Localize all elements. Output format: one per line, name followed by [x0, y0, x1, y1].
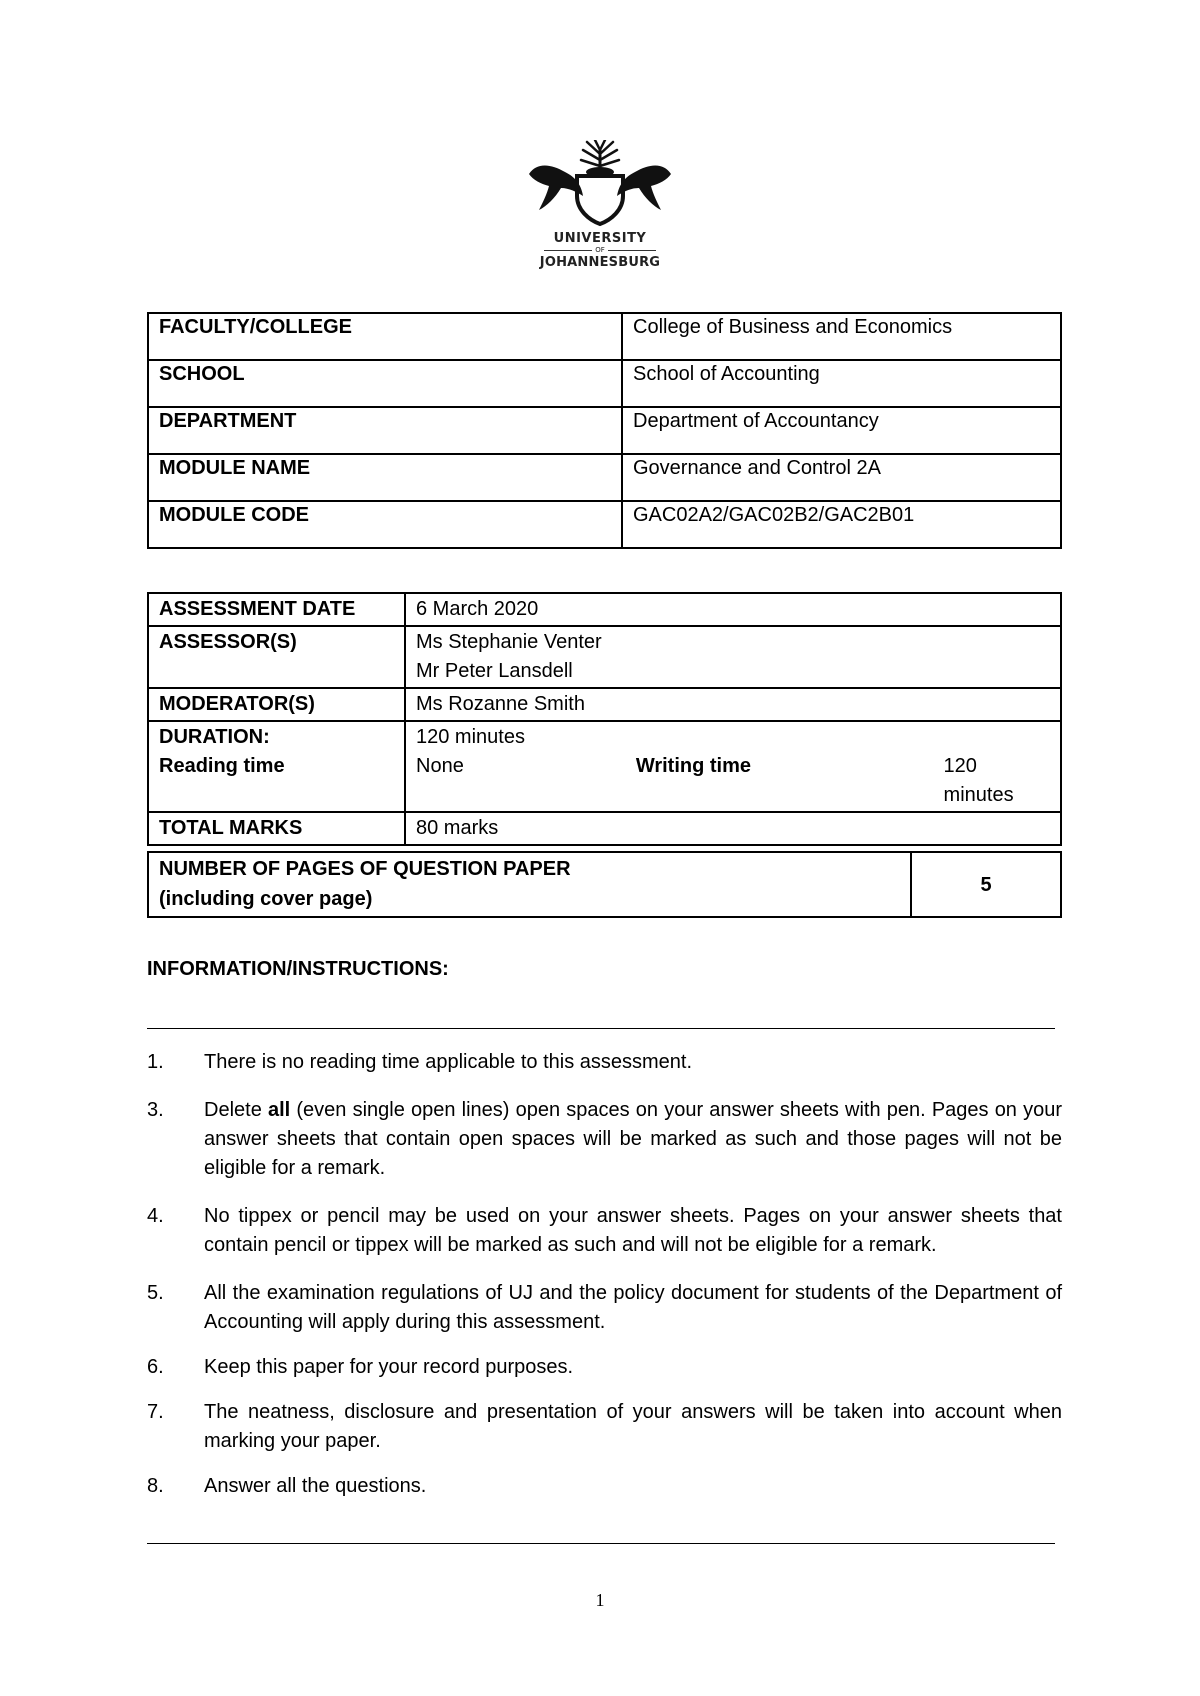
instruction-text-part: (even single open lines) open spaces on your answer sheets with pen. Pages on your answer sheets that contain open spaces will be marked as such and those pages will not be eligible for a remark. — [204, 1099, 1063, 1179]
instruction-text: Keep this paper for your record purposes. — [204, 1356, 574, 1378]
reading-time-label: Reading time — [159, 755, 285, 777]
table-row — [148, 360, 1061, 407]
assessors-value — [405, 626, 1061, 688]
instruction-number: 8. — [147, 1475, 164, 1497]
instruction-number: 1. — [147, 1051, 164, 1073]
school-value: School of Accounting — [622, 360, 1061, 407]
module-code-label: MODULE CODE — [148, 501, 622, 548]
logo-of-text: OF — [595, 246, 605, 254]
list-item — [147, 1096, 1062, 1183]
instruction-text: There is no reading time applicable to this assessment. — [204, 1051, 693, 1073]
school-label: SCHOOL — [148, 360, 622, 407]
divider-top — [147, 1028, 1055, 1029]
list-item — [147, 1398, 1062, 1456]
instruction-number: 5. — [147, 1282, 164, 1304]
pages-label-note: (including cover page) — [159, 888, 373, 910]
assessment-date-label: ASSESSMENT DATE — [148, 593, 405, 626]
page-number: 1 — [595, 1590, 605, 1610]
pages-label-cell — [148, 852, 911, 917]
total-marks-label: TOTAL MARKS — [148, 812, 405, 845]
table-row — [148, 501, 1061, 548]
pages-count: 5 — [911, 852, 1061, 917]
pages-label: NUMBER OF PAGES OF QUESTION PAPER — [159, 858, 571, 880]
instruction-number: 3. — [147, 1099, 164, 1121]
list-item — [147, 1202, 1062, 1260]
logo-rule-left — [544, 250, 592, 251]
logo-rule-right — [608, 250, 656, 251]
instruction-text: The neatness, disclosure and presentation of your answers will be taken into account when marking your paper. — [204, 1401, 1062, 1452]
moderators-label: MODERATOR(S) — [148, 688, 405, 721]
divider-bottom — [147, 1543, 1055, 1544]
instruction-text: No tippex or pencil may be used on your answer sheets. Pages on your answer sheets that contain pencil or tippex will be marked as such and will not be eligible for a remark. — [204, 1205, 1062, 1256]
instruction-number: 4. — [147, 1205, 164, 1227]
university-logo — [520, 140, 680, 288]
module-info-table — [147, 312, 1062, 549]
logo-of-row — [520, 247, 680, 254]
department-value: Department of Accountancy — [622, 407, 1061, 454]
module-name-label: MODULE NAME — [148, 454, 622, 501]
assessment-table — [147, 592, 1062, 846]
module-code-value: GAC02A2/GAC02B2/GAC2B01 — [622, 501, 1061, 548]
list-item — [147, 1472, 1062, 1501]
list-item — [147, 1048, 1062, 1077]
table-row — [148, 626, 1061, 688]
table-row — [148, 721, 1061, 812]
writing-time-label: Writing time — [635, 755, 751, 777]
table-row — [148, 313, 1061, 360]
faculty-value: College of Business and Economics — [622, 313, 1061, 360]
logo-johannesburg-text: JOHANNESBURG — [539, 255, 661, 270]
instruction-number: 7. — [147, 1401, 164, 1423]
reading-writing-row — [416, 752, 1050, 810]
moderators-value: Ms Rozanne Smith — [405, 688, 1061, 721]
instructions-list — [147, 1048, 1062, 1501]
university-crest-icon — [525, 140, 675, 230]
reading-time-value: None — [416, 755, 464, 777]
instruction-text-emphasis: all — [267, 1099, 291, 1121]
assessment-date-value: 6 March 2020 — [405, 593, 1061, 626]
assessor-name: Ms Stephanie Venter — [416, 631, 602, 653]
total-marks-value: 80 marks — [405, 812, 1061, 845]
duration-label-cell — [148, 721, 405, 812]
table-row — [148, 407, 1061, 454]
pages-table — [147, 851, 1062, 918]
table-row — [148, 852, 1061, 917]
list-item — [147, 1279, 1062, 1337]
duration-label: DURATION: — [159, 726, 270, 748]
table-row — [148, 593, 1061, 626]
table-row — [148, 454, 1061, 501]
department-label: DEPARTMENT — [148, 407, 622, 454]
faculty-label: FACULTY/COLLEGE — [148, 313, 622, 360]
logo-university-text: UNIVERSITY — [553, 231, 647, 246]
list-item — [147, 1353, 1062, 1382]
module-name-value: Governance and Control 2A — [622, 454, 1061, 501]
instruction-text: All the examination regulations of UJ and the policy document for students of the Department of Accounting will apply during this assessment. — [204, 1282, 1062, 1333]
table-row — [148, 688, 1061, 721]
instruction-text-part: Delete — [204, 1099, 268, 1121]
instruction-text — [204, 1096, 1062, 1183]
instruction-number: 6. — [147, 1356, 164, 1378]
assessor-name: Mr Peter Lansdell — [416, 660, 573, 682]
writing-time-value: 120 minutes — [943, 755, 1014, 806]
assessors-label: ASSESSOR(S) — [148, 626, 405, 688]
duration-value: 120 minutes — [416, 726, 525, 748]
instructions-heading: INFORMATION/INSTRUCTIONS: — [147, 958, 449, 980]
duration-value-cell — [405, 721, 1061, 812]
instruction-text: Answer all the questions. — [204, 1475, 427, 1497]
table-row — [148, 812, 1061, 845]
